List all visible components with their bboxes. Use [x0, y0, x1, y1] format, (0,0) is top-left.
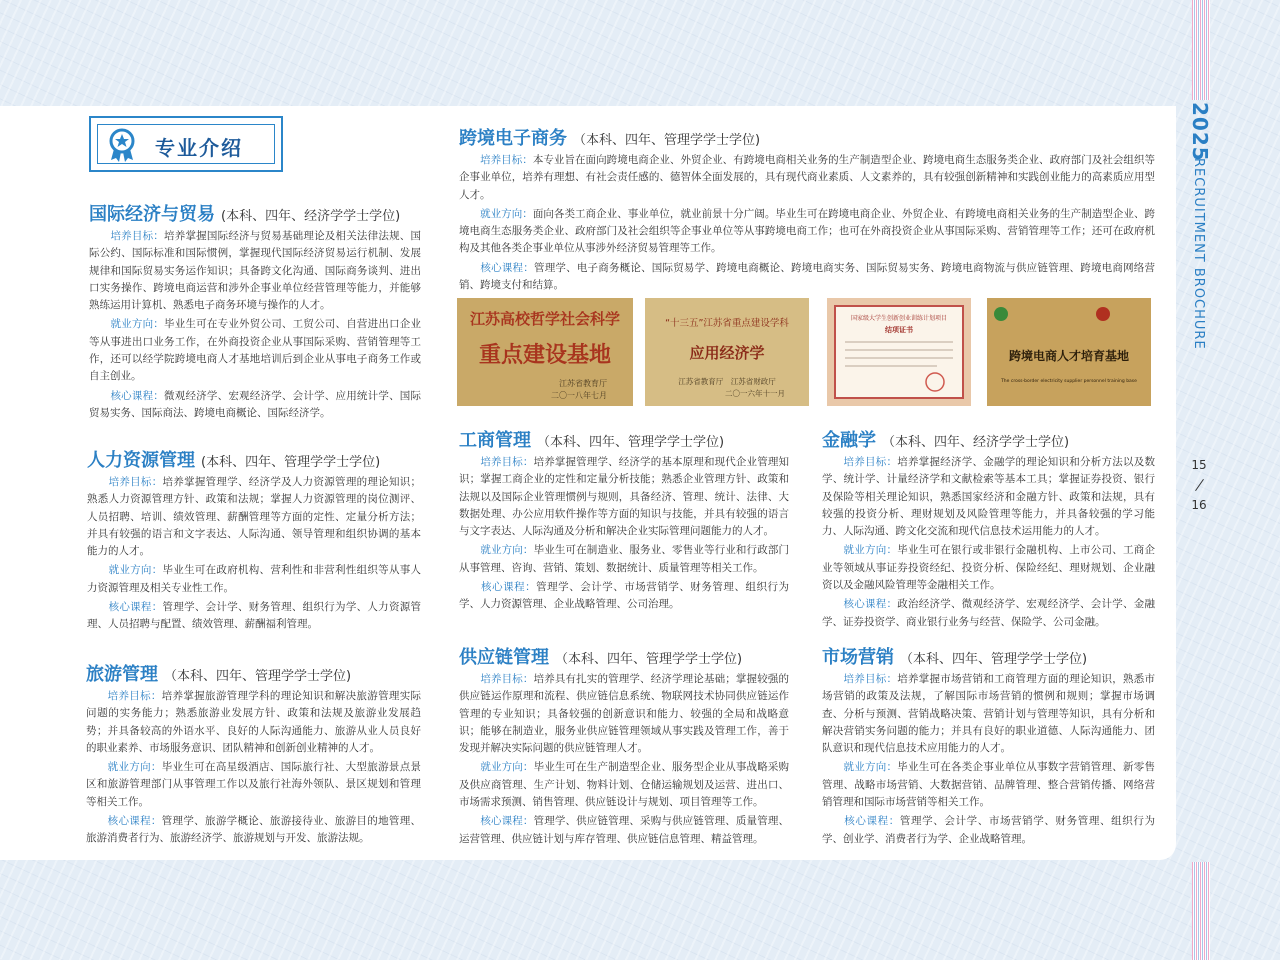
major-heading	[822, 643, 1155, 669]
career-paragraph	[86, 759, 421, 811]
plaque-1-date: 二〇一八年七月	[551, 391, 607, 400]
plaque-4-logo-left	[994, 307, 1008, 321]
plaque-3-line1: 国家级大学生创新创业训练计划项目	[850, 315, 948, 322]
career-label: 就业方向：	[108, 564, 163, 577]
plaque-4-logo-right	[1096, 307, 1110, 321]
career-paragraph	[822, 759, 1155, 811]
goal-label: 培养目标：	[480, 456, 534, 468]
major-title: 国际经济与贸易	[89, 204, 215, 225]
core-paragraph	[89, 388, 421, 423]
goal-text: 培养具有扎实的管理学、经济学理论基础；掌握较强的供应链运作原理和流程、供应链信息系统、物联网技术协同供应链运作管理的专业知识；具备较强的创新意识和能力、较强的全局和战略意识；能够在制造业，服务业供应链管理领域从事实践及管理工作，善于发现并解决实际问题的供应链管理人才。	[459, 673, 790, 755]
major-finance	[822, 426, 1155, 631]
core-text: 管理学、电子商务概论、国际贸易学、跨境电商概论、跨境电商实务、国际贸易实务、跨境电商物流与供应链管理、跨境电商网络营销、跨境支付和结算。	[459, 261, 1156, 292]
goal-label: 培养目标：	[108, 476, 163, 488]
career-label: 就业方向：	[480, 544, 534, 557]
page-number-left: 15	[1191, 458, 1207, 472]
page-divider	[1195, 479, 1204, 491]
plaque-1-line2: 重点建设基地	[478, 342, 612, 368]
goal-label: 培养目标：	[843, 673, 898, 685]
major-heading	[87, 446, 421, 472]
plaque-photo-3	[827, 298, 971, 406]
major-marketing	[822, 643, 1155, 848]
core-label: 核心课程：	[843, 598, 898, 611]
goal-text: 培养掌握管理学、经济学的基本原理和现代企业管理知识；掌握工商企业的定性和定量分析技能；熟悉企业管理方针、政策和法规以及国际企业管理惯例与规则，具备经济、管理、统计、法律、大数据处理、办公应用软件操作等方面的知识与技能，并具有较强的语言与文字表达、人际沟通及分析和解决企业实际管理问题能力的人才。	[459, 456, 790, 538]
career-text: 毕业生可在制造业、服务业、零售业等行业和行政部门从事管理、咨询、营销、策划、数据统计、质量管理等相关工作。	[459, 544, 790, 574]
core-paragraph	[459, 579, 789, 614]
major-subtitle: （本科、四年、管理学学士学位)	[537, 435, 725, 450]
plaque-4-line1: 跨境电商人才培育基地	[1008, 349, 1130, 363]
major-title: 供应链管理	[459, 647, 549, 668]
career-text: 毕业生可在各类企事业单位从事数字营销管理、新零售管理、战略市场营销、大数据营销、品牌管理、整合营销传播、网络营销管理和国际市场营销等相关工作。	[822, 761, 1155, 809]
plaque-photo-1	[457, 298, 633, 406]
major-supply-chain	[459, 643, 789, 848]
career-paragraph	[822, 542, 1155, 594]
decorative-stripes-top	[1192, 0, 1210, 100]
core-label: 核心课程：	[110, 389, 165, 402]
core-paragraph	[822, 813, 1155, 848]
core-label: 核心课程：	[844, 815, 900, 828]
major-subtitle: （本科、四年、管理学学士学位)	[164, 669, 352, 684]
brochure-title: RECRUITMENT BROCHURE	[1191, 158, 1206, 350]
goal-paragraph	[459, 152, 1155, 204]
core-label: 核心课程：	[480, 261, 534, 274]
plaque-graphic-2	[645, 298, 809, 406]
core-paragraph	[822, 596, 1155, 631]
core-text: 管理学、旅游学概论、旅游接待业、旅游目的地管理、旅游消费者行为、旅游经济学、旅游规划与开发、旅游法规。	[86, 815, 422, 845]
goal-label: 培养目标：	[110, 230, 165, 242]
goal-text: 培养掌握管理学、经济学及人力资源管理的理论知识；熟悉人力资源管理方针、政策和法规；掌握人力资源管理的岗位测评、人员招聘、培训、绩效管理、薪酬管理等方面的定性、定量分析方法；并具有较强的语言和文字表达、人际沟通、领导管理和组织协调的基本能力的人才。	[87, 476, 422, 558]
major-subtitle: （本科、四年、管理学学士学位)	[900, 652, 1088, 667]
career-paragraph	[459, 759, 789, 811]
core-text: 管理学、会计学、财务管理、组织行为学、人力资源管理、人员招聘与配置、绩效管理、薪酬福利管理。	[87, 601, 422, 631]
goal-label: 培养目标：	[480, 673, 534, 685]
decorative-stripes-bottom	[1192, 862, 1210, 960]
goal-label: 培养目标：	[480, 154, 533, 166]
career-label: 就业方向：	[480, 207, 533, 220]
core-text: 管理学、供应链管理、采购与供应链管理、质量管理、运营管理、供应链计划与库存管理、供应链信息管理、精益管理。	[459, 815, 790, 845]
goal-paragraph	[822, 671, 1155, 757]
career-label: 就业方向：	[843, 761, 898, 774]
career-label: 就业方向：	[480, 761, 534, 774]
core-text: 管理学、会计学、市场营销学、财务管理、组织行为学、人力资源管理、企业战略管理、公司治理。	[459, 581, 790, 611]
goal-text: 本专业旨在面向跨境电商企业、外贸企业、有跨境电商相关业务的生产制造型企业、跨境电商生态服务类企业、政府部门及社会组织等企事业单位，培养有理想、有社会责任感的、德智体全面发展的，具有现代商业素质、人文素养的，具有较强创新精神和实践创业能力的高素质应用型人才。	[459, 154, 1156, 201]
career-text: 毕业生可在生产制造型企业、服务型企业从事战略采购及供应商管理、生产计划、物料计划、仓储运输规划及运营、进出口、市场需求预测、销售管理、供应链设计与规划、项目管理等工作。	[459, 761, 790, 809]
major-heading	[459, 426, 789, 452]
major-hr	[87, 446, 421, 634]
major-heading	[822, 426, 1155, 452]
plaque-graphic-1	[457, 298, 633, 406]
goal-paragraph	[89, 228, 421, 314]
career-text: 毕业生可在政府机构、营利性和非营利性组织等从事人力资源管理及相关专业性工作。	[87, 564, 422, 594]
badge-title: 专业介绍	[155, 136, 243, 160]
goal-paragraph	[86, 688, 421, 757]
plaque-1-org: 江苏省教育厅	[559, 379, 607, 388]
major-title: 市场营销	[822, 647, 894, 668]
major-heading	[86, 660, 421, 686]
goal-text: 培养掌握旅游管理学科的理论知识和解决旅游管理实际问题的实务能力；熟悉旅游业发展方针、政策和法规及旅游业发展趋势；并具备较高的外语水平、良好的人际沟通能力、旅游从业人员良好的职业素养、市场服务意识、团队精神和创新创业精神的人才。	[86, 690, 422, 754]
major-subtitle: （本科、四年、管理学学士学位)	[573, 133, 761, 148]
goal-paragraph	[459, 454, 789, 540]
plaque-photo-row	[457, 298, 1154, 408]
major-title: 人力资源管理	[87, 450, 195, 471]
plaque-2-line2: 应用经济学	[689, 344, 765, 362]
career-paragraph	[87, 562, 421, 597]
core-paragraph	[459, 260, 1155, 295]
goal-text: 培养掌握经济学、金融学的理论知识和分析方法以及数学、统计学、计量经济学和文献检索等基本工具；掌握证券投资、银行及保险等相关理论知识，熟悉国家经济和金融方针、政策和法规，具有较强的投资分析、理财规划及风险管理等能力，并具备较强的学习能力、人际沟通、跨文化交流和现代信息技术运用能力的人才。	[822, 456, 1155, 538]
section-badge	[89, 116, 283, 172]
core-text: 微观经济学、宏观经济学、会计学、应用统计学、国际贸易实务、国际商法、跨境电商概论、国际经济学。	[89, 389, 422, 419]
plaque-graphic-4	[987, 298, 1151, 406]
career-text: 面向各类工商企业、事业单位，就业前景十分广阔。毕业生可在跨境电商企业、外贸企业、有跨境电商相关业务的生产制造型企业、跨境电商生态服务类企业、政府部门及社会组织等企事业单位等从事跨境电商工作；也可在外商投资企业从事国际采购、营销管理等工作；还可在政府机构及其他各类企事业单位从事涉外经济贸易管理等工作。	[459, 207, 1156, 255]
plaque-2-line1: “十三五”江苏省重点建设学科	[665, 318, 789, 329]
goal-paragraph	[822, 454, 1155, 540]
core-label: 核心课程：	[481, 581, 537, 594]
goal-text: 培养掌握市场营销和工商管理方面的理论知识，熟悉市场营销的政策及法规，了解国际市场营销的惯例和规则；掌握市场调查、分析与预测、营销战略决策、营销计划与管理等知识，具有分析和解决营销实务问题的能力；并具有良好的职业道德、人际沟通能力、团队意识和现代信息技术应用能力的人才。	[822, 673, 1155, 755]
major-title: 金融学	[822, 430, 876, 451]
career-label: 就业方向：	[110, 318, 165, 331]
goal-label: 培养目标：	[843, 456, 898, 468]
core-text: 管理学、会计学、市场营销学、财务管理、组织行为学、创业学、消费者行为学、企业战略管理。	[822, 815, 1156, 845]
major-heading	[459, 643, 789, 669]
major-intl-trade	[89, 200, 421, 422]
core-text: 政治经济学、微观经济学、宏观经济学、会计学、金融学、证券投资学、商业银行业务与经营、保险学、公司金融。	[822, 598, 1155, 628]
core-paragraph	[87, 599, 421, 634]
major-business	[459, 426, 789, 614]
plaque-2-org: 江苏省教育厅 江苏省财政厅	[678, 377, 776, 386]
page-numbers	[1186, 458, 1212, 512]
major-subtitle: （本科、四年、管理学学士学位)	[555, 652, 743, 667]
major-subtitle: (本科、四年、管理学学士学位)	[201, 455, 381, 470]
career-text: 毕业生可在银行或非银行金融机构、上市公司、工商企业等领域从事证券投资经纪、投资分析、保险经纪、理财规划、企业融资以及金融风险管理等金融相关工作。	[822, 544, 1155, 592]
brochure-year: 2025	[1188, 102, 1212, 162]
page-number-right: 16	[1191, 498, 1207, 512]
career-paragraph	[89, 316, 421, 385]
career-label: 就业方向：	[107, 761, 162, 774]
plaque-photo-2	[645, 298, 809, 406]
goal-label: 培养目标：	[107, 690, 162, 702]
major-title: 工商管理	[459, 430, 531, 451]
plaque-photo-4	[987, 298, 1151, 406]
goal-text: 培养掌握国际经济与贸易基础理论及相关法律法规、国际公约、国际标准和国际惯例，掌握现代国际经济贸易运行机制、发展规律和国际贸易实务运作知识；具备跨文化沟通、国际商务谈判、进出口实务操作、跨境电商运营和涉外企事业单位经营管理等能力，并能够熟练运用计算机、熟悉电子商务环境与操作的人才。	[89, 230, 422, 312]
major-subtitle: （本科、四年、经济学学士学位)	[882, 435, 1070, 450]
plaque-2-date: 二〇一六年十一月	[725, 389, 785, 398]
goal-paragraph	[87, 474, 421, 560]
core-label: 核心课程：	[480, 815, 534, 828]
plaque-4-line2: The cross-border electricity supplier personnel training base	[1001, 379, 1137, 384]
core-label: 核心课程：	[108, 601, 163, 614]
major-heading	[459, 124, 1155, 150]
core-label: 核心课程：	[107, 815, 162, 828]
career-label: 就业方向：	[843, 544, 898, 557]
major-ecommerce	[459, 124, 1155, 294]
major-title: 旅游管理	[86, 664, 158, 685]
goal-paragraph	[459, 671, 789, 757]
major-heading	[89, 200, 421, 226]
medal-icon	[103, 126, 141, 164]
career-paragraph	[459, 206, 1155, 258]
core-paragraph	[459, 813, 789, 848]
plaque-3-line2: 结项证书	[885, 326, 913, 334]
plaque-1-line1: 江苏高校哲学社会科学	[469, 310, 621, 328]
major-title: 跨境电子商务	[459, 128, 567, 149]
core-paragraph	[86, 813, 421, 848]
career-text: 毕业生可在高星级酒店、国际旅行社、大型旅游景点景区和旅游管理部门从事管理工作以及旅行社海外领队、景区规划和管理等相关工作。	[86, 761, 422, 808]
plaque-graphic-3	[827, 298, 971, 406]
career-paragraph	[459, 542, 789, 577]
career-text: 毕业生可在专业外贸公司、工贸公司、自营进出口企业等从事进出口业务工作，在外商投资企业从事国际采购、营销管理等工作，还可以经学院跨境电商人才基地培训后到企业从事电子商务工作或自主创业。	[89, 318, 422, 383]
side-brand	[1182, 100, 1222, 400]
major-tourism	[86, 660, 421, 848]
major-subtitle: (本科、四年、经济学学士学位)	[221, 209, 401, 224]
